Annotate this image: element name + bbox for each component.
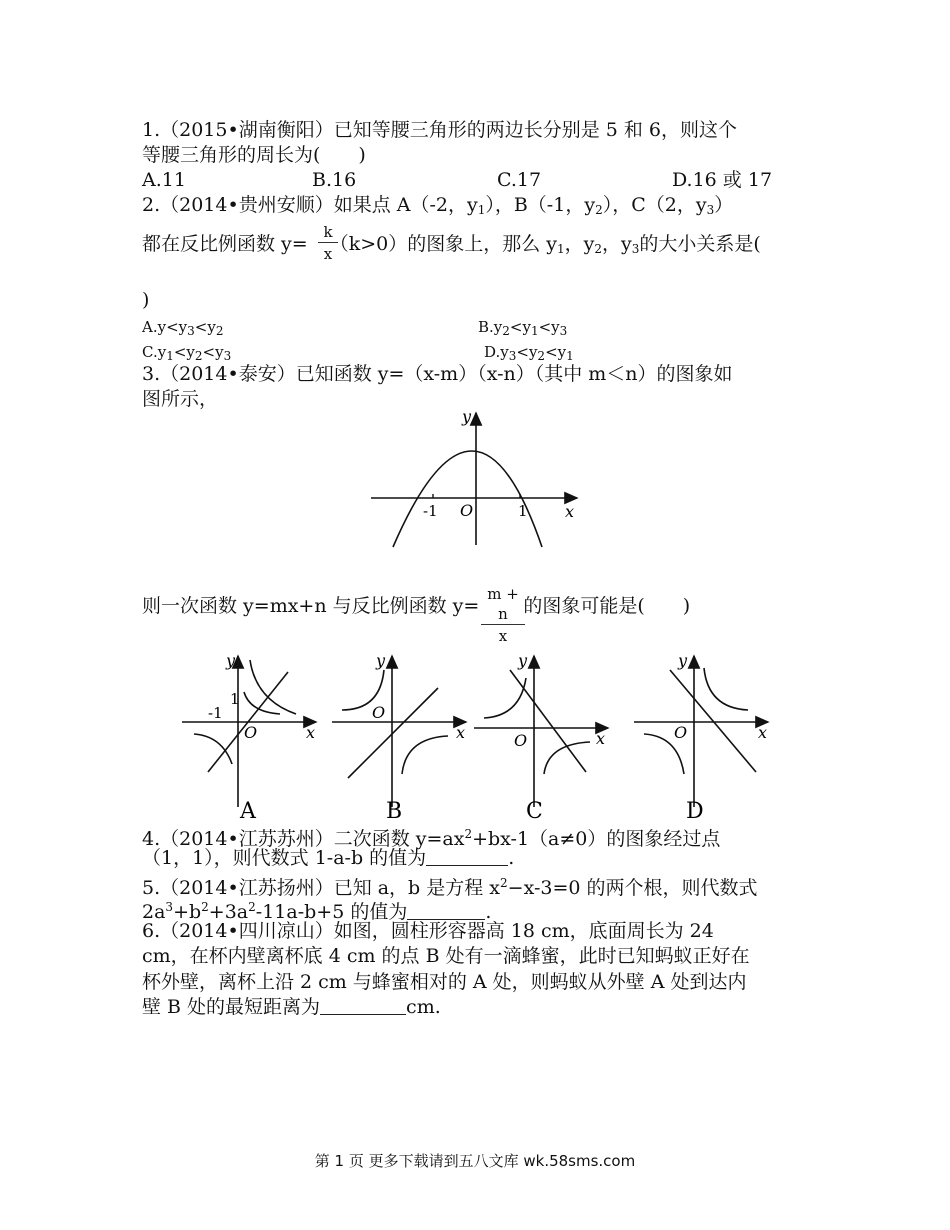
graph-c-letter: C (526, 799, 543, 822)
q1-option-a: A.11 (142, 169, 186, 191)
graph-a-one-label: 1 (230, 690, 240, 708)
graph-y-label: y (462, 407, 472, 426)
parabola-curve (393, 451, 542, 547)
q5-line1: 5.（2014•江苏扬州）已知 a，b 是方程 $x^2-x-3=0$ 的两个根，则代数式 (142, 876, 758, 899)
q3-parabola-figure (365, 405, 585, 550)
graph-a-origin-label: O (244, 723, 258, 742)
q1-option-d: D.16 或 17 (672, 169, 773, 191)
q1-line1: 1.（2015•湖南衡阳）已知等腰三角形的两边长分别是 5 和 6，则这个 (142, 119, 737, 141)
graph-b-origin-label: O (372, 703, 386, 722)
choice-graph-c (470, 652, 615, 822)
q6-line1: 6.（2014•四川凉山）如图，圆柱形容器高 18 cm，底面周长为 24 (142, 920, 714, 942)
graph-c-y-label: y (518, 652, 528, 670)
q6-line4: 壁 B 处的最短距离为 cm. (142, 996, 441, 1018)
q3-fraction-mn-over-x: $\frac{m + n}{x}$ (481, 584, 525, 647)
graph-a-x-label: x (306, 723, 316, 742)
graph-a-y-label: y (226, 652, 236, 670)
graph-x-label: x (565, 502, 575, 521)
graph-a-letter: A (240, 799, 256, 822)
q2-line2: 都在反比例函数 y= （k>0）的图象上，那么 $y_1$，$y_2$，$y_3$的大小关系是( (142, 233, 761, 256)
graph-pos1-label: 1 (518, 502, 528, 520)
choice-graph-d (630, 652, 775, 822)
q2-line1: 2.（2014•贵州安顺）如果点 A（-2，$y_1$），B（-1，$y_2$），C（2，$y_3$） (142, 194, 734, 217)
q1-option-b: B.16 (312, 169, 357, 191)
q2-option-c: $C.y_1<y_2<y_3$ (142, 343, 232, 363)
q4-line1: 4.（2014•江苏苏州）二次函数 $y=ax^2+bx-1(a\ne 0)$的图象经过点 (142, 827, 721, 850)
graph-b-letter: B (386, 799, 403, 822)
q4-line2: （1，1），则代数式 1-a-b 的值为 . (142, 847, 515, 869)
q2-line3: ) (142, 289, 150, 311)
graph-d-origin-label: O (674, 723, 688, 742)
q6-answer-blank[interactable] (320, 996, 406, 1015)
page-footer: 第 1 页 更多下载请到五八文库 wk.58sms.com (314, 1152, 636, 1170)
graph-c-origin-label: O (514, 731, 528, 750)
graph-origin-label: O (460, 501, 474, 520)
q3-line1: 3.（2014•泰安）已知函数 y=（x-m）（x-n）（其中 m＜n）的图象如 (142, 363, 733, 385)
q2-option-d: $D.y_3<y_2<y_1$ (484, 343, 574, 363)
q1-line2: 等腰三角形的周长为( ) (142, 144, 366, 166)
graph-c-x-label: x (596, 729, 606, 748)
graph-b-x-label: x (456, 723, 466, 742)
q4-answer-blank[interactable] (426, 847, 508, 866)
graph-neg1-label: -1 (423, 502, 438, 520)
q2-option-b: $B.y_2<y_1<y_3$ (478, 318, 568, 338)
q3-line2: 图所示， (142, 388, 219, 410)
choice-graph-a (178, 652, 323, 822)
q5-answer-blank[interactable] (407, 901, 485, 920)
q5-line2: $2a^3+b^2+3a^2-11a-b+5$ 的值为 . (142, 900, 492, 923)
graph-d-y-label: y (678, 652, 688, 670)
q6-line2: cm，在杯内壁离杯底 4 cm 的点 B 处有一滴蜂蜜，此时已知蚂蚁正好在 (142, 945, 750, 967)
graph-d-letter: D (686, 799, 704, 822)
q2-fraction-k-over-x: $\frac{k}{x}$ (318, 222, 338, 265)
choice-graph-b (328, 652, 473, 822)
q3-line3: 则一次函数 y=mx+n 与反比例函数 y= 的图象可能是( ) (142, 595, 691, 617)
graph-d-x-label: x (758, 723, 768, 742)
q2-option-a: $A.y<y_3<y_2$ (142, 318, 224, 338)
q1-option-c: C.17 (497, 169, 542, 191)
q6-line3: 杯外壁，离杯上沿 2 cm 与蜂蜜相对的 A 处，则蚂蚁从外壁 A 处到达内 (142, 971, 747, 993)
graph-a-neg1-label: -1 (208, 704, 223, 722)
graph-b-y-label: y (376, 652, 386, 670)
